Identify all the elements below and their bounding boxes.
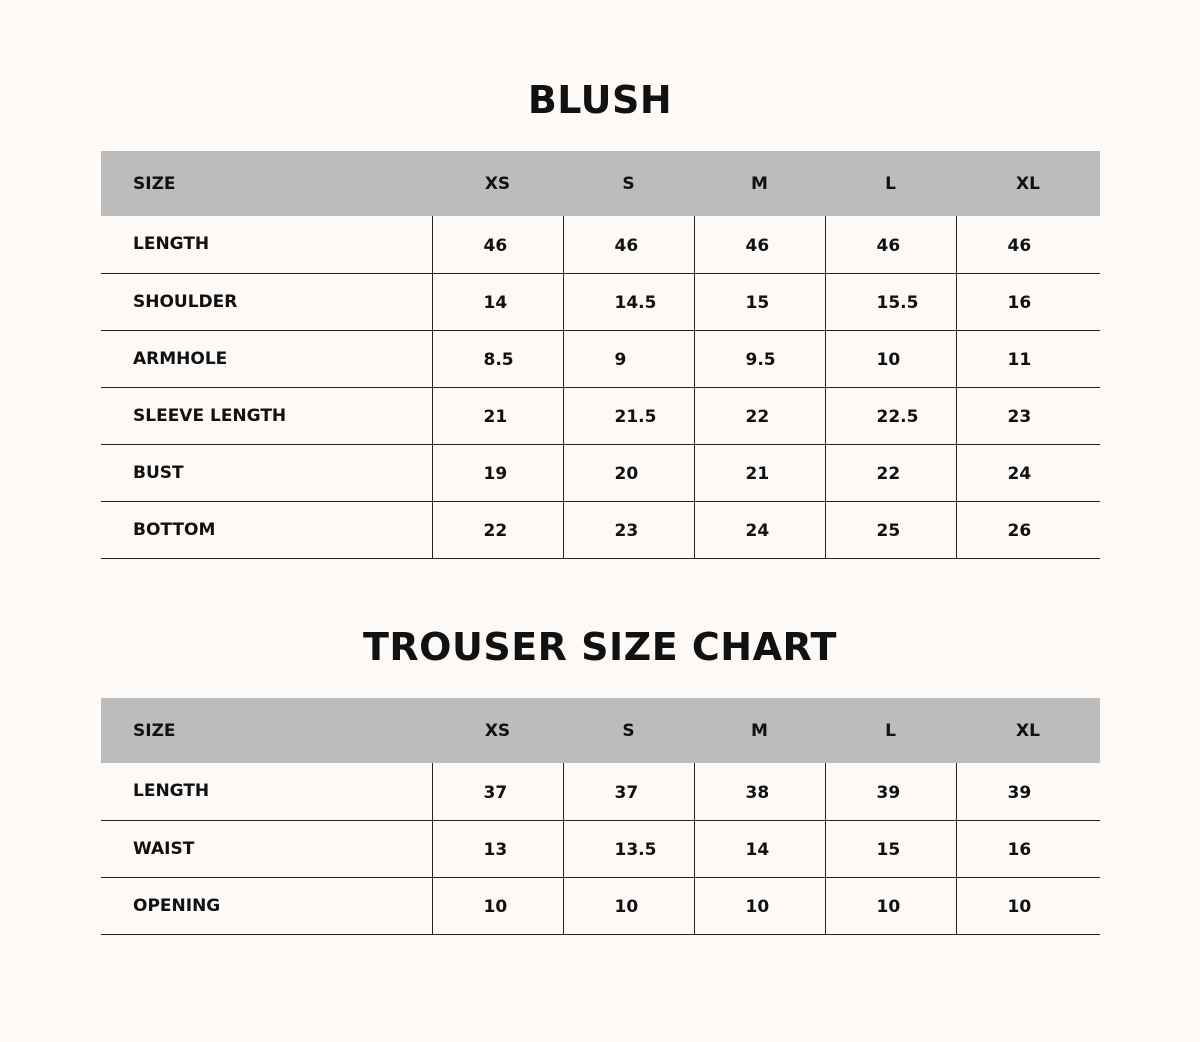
cell-value: 8.5 <box>432 330 563 387</box>
table-row <box>101 501 1100 558</box>
cell-value: 46 <box>956 216 1100 273</box>
header-l: L <box>885 173 896 194</box>
table-row <box>101 444 1100 501</box>
cell-value: 14.5 <box>563 273 694 330</box>
cell-value: 15 <box>825 820 956 877</box>
cell-value: 10 <box>563 877 694 934</box>
row-label: LENGTH <box>101 763 432 820</box>
cell-value: 21 <box>694 444 825 501</box>
row-label: ARMHOLE <box>101 330 432 387</box>
cell-value: 14 <box>432 273 563 330</box>
header-xl: XL <box>1016 720 1040 741</box>
blush-size-table <box>101 151 1100 559</box>
cell-value: 11 <box>956 330 1100 387</box>
table-header-row <box>101 151 1100 216</box>
table-row <box>101 330 1100 387</box>
header-xs: XS <box>484 173 511 194</box>
cell-value: 10 <box>825 877 956 934</box>
trouser-size-table <box>101 698 1100 935</box>
header-m: M <box>751 720 768 741</box>
row-label: OPENING <box>101 877 432 934</box>
cell-value: 9.5 <box>694 330 825 387</box>
header-xs: XS <box>484 720 511 741</box>
header-s: S <box>622 173 635 194</box>
header-xl: XL <box>1016 173 1040 194</box>
cell-value: 10 <box>825 330 956 387</box>
header-l: L <box>885 720 896 741</box>
cell-value: 46 <box>825 216 956 273</box>
cell-value: 10 <box>432 877 563 934</box>
cell-value: 15 <box>694 273 825 330</box>
table-row <box>101 387 1100 444</box>
row-label: BOTTOM <box>101 501 432 558</box>
table-header-row <box>101 698 1100 763</box>
cell-value: 22 <box>694 387 825 444</box>
cell-value: 13.5 <box>563 820 694 877</box>
cell-value: 16 <box>956 820 1100 877</box>
cell-value: 39 <box>956 763 1100 820</box>
cell-value: 39 <box>825 763 956 820</box>
cell-value: 37 <box>563 763 694 820</box>
cell-value: 15.5 <box>825 273 956 330</box>
cell-value: 20 <box>563 444 694 501</box>
cell-value: 9 <box>563 330 694 387</box>
header-size: SIZE <box>133 173 176 194</box>
cell-value: 38 <box>694 763 825 820</box>
header-m: M <box>751 173 768 194</box>
cell-value: 26 <box>956 501 1100 558</box>
trouser-size-chart-title: TROUSER SIZE CHART <box>363 625 837 669</box>
cell-value: 24 <box>694 501 825 558</box>
cell-value: 22 <box>825 444 956 501</box>
header-size: SIZE <box>133 720 176 741</box>
cell-value: 22 <box>432 501 563 558</box>
cell-value: 23 <box>956 387 1100 444</box>
cell-value: 21 <box>432 387 563 444</box>
row-label: WAIST <box>101 820 432 877</box>
table-row <box>101 216 1100 273</box>
row-label: BUST <box>101 444 432 501</box>
table-row <box>101 763 1100 820</box>
blush-title: BLUSH <box>527 78 673 122</box>
cell-value: 10 <box>694 877 825 934</box>
table-row <box>101 273 1100 330</box>
cell-value: 13 <box>432 820 563 877</box>
cell-value: 19 <box>432 444 563 501</box>
cell-value: 14 <box>694 820 825 877</box>
cell-value: 23 <box>563 501 694 558</box>
row-label: SLEEVE LENGTH <box>101 387 432 444</box>
cell-value: 22.5 <box>825 387 956 444</box>
header-s: S <box>622 720 635 741</box>
cell-value: 25 <box>825 501 956 558</box>
table-row <box>101 820 1100 877</box>
table-row <box>101 877 1100 934</box>
cell-value: 10 <box>956 877 1100 934</box>
cell-value: 24 <box>956 444 1100 501</box>
cell-value: 46 <box>563 216 694 273</box>
cell-value: 37 <box>432 763 563 820</box>
cell-value: 21.5 <box>563 387 694 444</box>
cell-value: 46 <box>694 216 825 273</box>
row-label: SHOULDER <box>101 273 432 330</box>
cell-value: 16 <box>956 273 1100 330</box>
cell-value: 46 <box>432 216 563 273</box>
row-label: LENGTH <box>101 216 432 273</box>
